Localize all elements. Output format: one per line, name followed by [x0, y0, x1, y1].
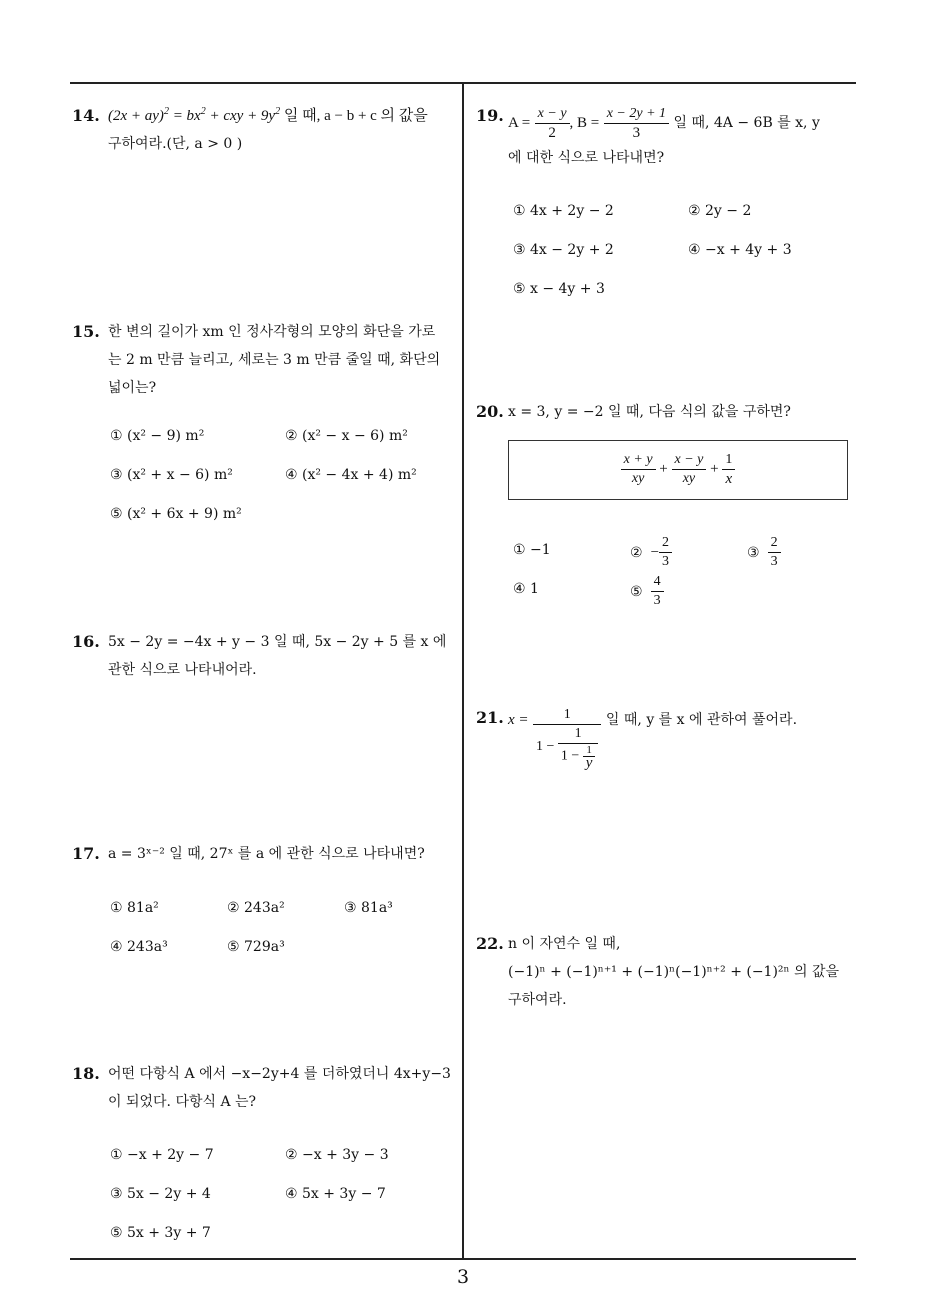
- question-number: 18.: [72, 1064, 100, 1083]
- fraction: $\frac{x - 2y + 1}{3}$: [604, 105, 669, 142]
- question-text: [508, 102, 866, 172]
- fraction: 1 1 − $\frac{1}{y}$: [558, 725, 599, 769]
- question-text: [108, 1060, 457, 1116]
- page-number: 3: [456, 1266, 470, 1288]
- option-2[interactable]: ② − $\frac{2}{3}$: [630, 534, 672, 571]
- option-3[interactable]: ③ $\frac{2}{3}$: [747, 534, 781, 571]
- option-2[interactable]: ② 2y − 2: [688, 203, 752, 219]
- question-number: 14.: [72, 106, 100, 125]
- fraction: $\frac{1}{y}$: [583, 744, 596, 769]
- fraction: $\frac{x - y}{2}$: [535, 105, 570, 142]
- question-number: 22.: [476, 934, 504, 953]
- question-line: A = $\frac{x - y}{2}$ , B = $\frac{x - 2y + 1}{3}$ 일 때, 4A − 6B 를 x, y: [508, 105, 820, 141]
- question-line: a = 3ˣ⁻² 일 때, 27ˣ 를 a 에 관한 식으로 나타내면?: [108, 846, 425, 862]
- fraction: $\frac{2}{3}$: [768, 534, 781, 571]
- option-1[interactable]: ① (x² − 9) m²: [110, 428, 205, 444]
- option-3[interactable]: ③ 5x − 2y + 4: [110, 1186, 211, 1202]
- question-line: x = 1 1 − 1 1 − $\frac{1}{y}$ 일 때, y 를 x 에 관하여 풀어라.: [508, 707, 798, 771]
- option-1[interactable]: ① −1: [513, 542, 551, 558]
- option-2[interactable]: ② 243a²: [227, 900, 285, 916]
- fraction: $\frac{x - y}{xy}$: [672, 451, 707, 488]
- question-line: 구하여라.(단, a > 0 ): [108, 136, 243, 152]
- option-2[interactable]: ② (x² − x − 6) m²: [285, 428, 408, 444]
- option-4[interactable]: ④ 243a³: [110, 939, 168, 955]
- question-number: 19.: [476, 106, 504, 125]
- question-line: 구하여라.: [508, 992, 567, 1008]
- question-number: 20.: [476, 402, 504, 421]
- question-number: 15.: [72, 322, 100, 341]
- question-text: [108, 840, 457, 868]
- question-line: n 이 자연수 일 때,: [508, 936, 621, 952]
- question-line: 관한 식으로 나타내어라.: [108, 662, 257, 678]
- question-line: 어떤 다항식 A 에서 −x−2y+4 를 더하였더니 4x+y−3: [108, 1066, 451, 1082]
- question-line: 이 되었다. 다항식 A 는?: [108, 1094, 257, 1110]
- fraction: $\frac{1}{x}$: [722, 451, 735, 488]
- question-text: [508, 398, 866, 426]
- option-3[interactable]: ③ 4x − 2y + 2: [513, 242, 614, 258]
- question-line: 넓이는?: [108, 380, 157, 396]
- question-number: 17.: [72, 844, 100, 863]
- question-line: 에 대한 식으로 나타내면?: [508, 150, 665, 166]
- question-line: 는 2 m 만큼 늘리고, 세로는 3 m 만큼 줄일 때, 화단의: [108, 352, 441, 368]
- option-5[interactable]: ⑤ 729a³: [227, 939, 285, 955]
- option-2[interactable]: ② −x + 3y − 3: [285, 1147, 389, 1163]
- question-text: [508, 930, 866, 1014]
- nested-fraction: 1 1 − 1 1 − $\frac{1}{y}$: [533, 706, 601, 769]
- question-line: 한 변의 길이가 xm 인 정사각형의 모양의 화단을 가로: [108, 324, 436, 340]
- question-line: $(2x + ay)^2 = bx^2$ + cxy + $9y^2$ 일 때, a − b + c 의 값을: [108, 106, 428, 124]
- option-1[interactable]: ① 4x + 2y − 2: [513, 203, 614, 219]
- option-5[interactable]: ⑤ x − 4y + 3: [513, 281, 605, 297]
- question-line: (−1)ⁿ + (−1)ⁿ⁺¹ + (−1)ⁿ(−1)ⁿ⁺² + (−1)²ⁿ 의 값을: [508, 964, 840, 980]
- question-number: 21.: [476, 708, 504, 727]
- question-text: [108, 318, 457, 402]
- option-1[interactable]: ① 81a²: [110, 900, 159, 916]
- question-line: 5x − 2y = −4x + y − 3 일 때, 5x − 2y + 5 를 x 에: [108, 634, 447, 650]
- question-line: x = 3, y = −2 일 때, 다음 식의 값을 구하면?: [508, 404, 791, 420]
- question-number: 16.: [72, 632, 100, 651]
- option-5[interactable]: ⑤ (x² + 6x + 9) m²: [110, 506, 242, 522]
- column-divider: [462, 82, 464, 1259]
- question-text: [108, 628, 457, 684]
- option-5[interactable]: ⑤ 5x + 3y + 7: [110, 1225, 211, 1241]
- question-text: [108, 102, 457, 158]
- nested-denominator: 1 − 1 1 − $\frac{1}{y}$: [533, 725, 601, 769]
- option-4[interactable]: ④ −x + 4y + 3: [688, 242, 792, 258]
- option-3[interactable]: ③ (x² + x − 6) m²: [110, 467, 233, 483]
- expression-box: [508, 440, 848, 500]
- fraction: $\frac{x + y}{xy}$: [621, 451, 656, 488]
- option-1[interactable]: ① −x + 2y − 7: [110, 1147, 214, 1163]
- expression: $\frac{x + y}{xy}$ + $\frac{x - y}{xy}$ + $\frac{1}{x}$: [509, 451, 847, 488]
- fraction: $\frac{2}{3}$: [659, 534, 672, 571]
- option-4[interactable]: ④ (x² − 4x + 4) m²: [285, 467, 417, 483]
- option-3[interactable]: ③ 81a³: [344, 900, 393, 916]
- fraction: $\frac{4}{3}$: [651, 573, 664, 610]
- bottom-rule: [70, 1258, 856, 1260]
- option-5[interactable]: ⑤ $\frac{4}{3}$: [630, 573, 664, 610]
- question-text: [508, 706, 866, 769]
- option-4[interactable]: ④ 5x + 3y − 7: [285, 1186, 386, 1202]
- option-4[interactable]: ④ 1: [513, 581, 539, 597]
